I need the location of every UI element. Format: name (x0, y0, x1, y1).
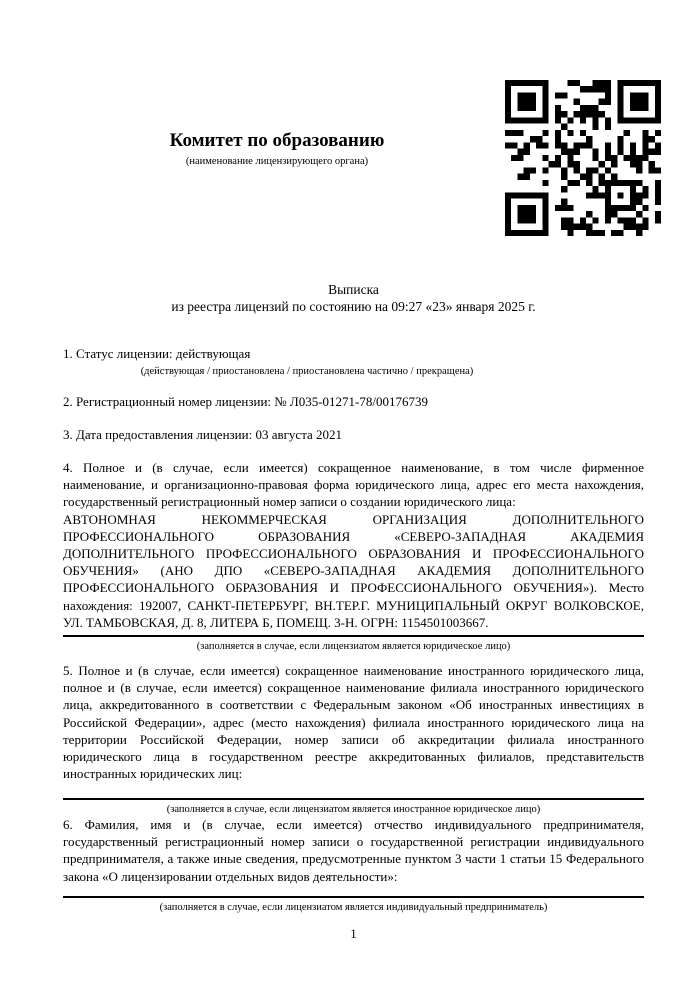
legal-entity-fill-line (63, 635, 644, 637)
grant-date-text: 3. Дата предоставления лицензии: 03 августа 2021 (63, 427, 343, 442)
licensing-authority-caption: (наименование лицензирующего органа) (185, 156, 369, 167)
entrepreneur-paragraph: 6. Фамилия, имя и (в случае, если имеется) отчество индивидуального предпринимателя, государственный регистрационный номер записи о государственной регистрации индивидуального предпринимателя, а также иные сведения, предусмотренные пунктом 3 части 1 статьи 15 Федерального закона «О лицензировании отдельных видов деятельности»: (63, 817, 644, 884)
legal-entity-paragraph: 4. Полное и (в случае, если имеется) сокращенное наименование, в том числе фирменное наименование, и организационно-правовая форма юридического лица, адрес его места нахождения, государственный регистрационный номер записи о создании юридического лица: (63, 460, 644, 510)
document-title-line2: из реестра лицензий по состоянию на 09:27 «23» января 2025 г. (171, 299, 536, 314)
license-status-text: 1. Статус лицензии: действующая (63, 346, 251, 361)
entrepreneur-fill-line (63, 896, 644, 898)
item-grant-date (63, 426, 644, 443)
legal-entity-fill-caption: (заполняется в случае, если лицензиатом является юридическое лицо) (196, 641, 511, 653)
item-foreign-entity (63, 662, 644, 816)
item-registration-number (63, 393, 644, 410)
license-status-options-caption: (действующая / приостановлена / приостановлена частично / прекращена) (140, 366, 474, 378)
registration-number-text: 2. Регистрационный номер лицензии: № Л035-01271-78/00176739 (63, 394, 429, 409)
document-title (63, 281, 644, 315)
licensing-authority-name: Комитет по образованию (169, 130, 385, 151)
entrepreneur-fill-caption: (заполняется в случае, если лицензиатом является индивидуальный предприниматель) (159, 901, 548, 913)
item-entrepreneur (63, 816, 644, 914)
page-number: 1 (350, 927, 357, 941)
item-license-status (63, 345, 644, 378)
legal-entity-value: АВТОНОМНАЯ НЕКОММЕРЧЕСКАЯ ОРГАНИЗАЦИЯ ДОПОЛНИТЕЛЬНОГО ПРОФЕССИОНАЛЬНОГО ОБРАЗОВАНИЯ «СЕВЕРО-ЗАПАДНАЯ АКАДЕМИЯ ДОПОЛНИТЕЛЬНОГО ПРОФЕССИОНАЛЬНОГО ОБРАЗОВАНИЯ И ПРОФЕССИОНАЛЬНОГО ОБУЧЕНИЯ» (АНО ДПО «СЕВЕРО-ЗАПАДНАЯ АКАДЕМИЯ ДОПОЛНИТЕЛЬНОГО ПРОФЕССИОНАЛЬНОГО ОБРАЗОВАНИЯ И ПРОФЕССИОНАЛЬНОГО ОБУЧЕНИЯ»). Место нахождения: 192007, САНКТ-ПЕТЕРБУРГ, ВН.ТЕР.Г. МУНИЦИПАЛЬНЫЙ ОКРУГ ВОЛКОВСКОЕ, УЛ. ТАМБОВСКАЯ, Д. 8, ЛИТЕРА Б, ПОМЕЩ. 3-Н. ОГРН: 1154501003667. (63, 511, 644, 630)
foreign-entity-paragraph: 5. Полное и (в случае, если имеется) сокращенное наименование иностранного юридического лица, полное и (в случае, если имеется) сокращенное наименование филиала иностранного юридического лица, аккредитованного в соответствии с Федеральным законом «Об иностранных инвестициях в Российской Федерации», адрес (место нахождения) филиала иностранного юридического лица на территории Российской Федерации, номер записи об аккредитации филиала иностранного юридического лица в государственном реестре аккредитованных филиалов, представительств иностранных юридических лиц: (63, 663, 644, 782)
header (63, 129, 491, 167)
foreign-entity-fill-line (63, 798, 644, 800)
item-legal-entity (63, 459, 644, 653)
document-title-line1: Выписка (328, 282, 379, 297)
qr-code-icon (505, 80, 661, 236)
foreign-entity-fill-caption: (заполняется в случае, если лицензиатом является иностранное юридическое лицо) (166, 804, 541, 816)
